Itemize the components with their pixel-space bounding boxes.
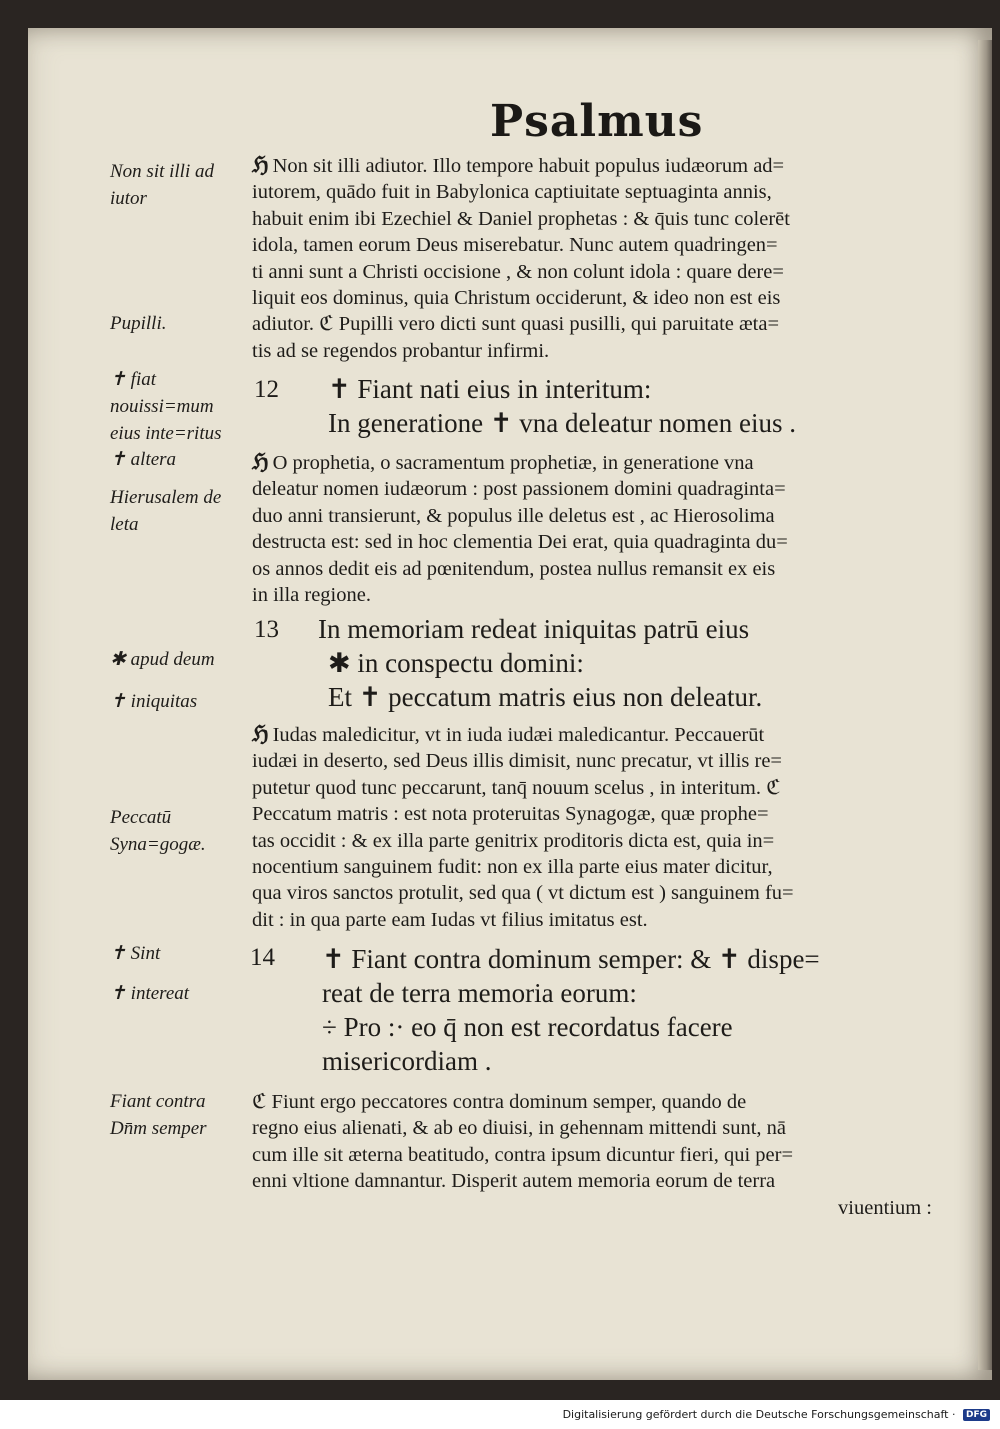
- footer-credit: [0, 1408, 990, 1424]
- margin-note: ✝ iniquitas: [110, 691, 198, 712]
- margin-note: ✝ altera: [110, 449, 177, 470]
- commentary-block: ℌ O prophetia, o sacramentum prophetiæ, in generatione vna deleatur nomen iudæorum : post passionem domini quadraginta= duo anni transierunt, & populus ille deletus est , ac Hierosolima destructa est: sed in hoc clementia Dei erat, quia quadraginta du= os annos dedit eis ad pœnitendum, postea nullus remansit ex eis in illa regione.: [252, 449, 788, 607]
- margin-note: Hierusalem de leta: [110, 487, 222, 535]
- footer-text: Digitalisierung gefördert durch die Deutsche Forschungsgemeinschaft ·: [562, 1408, 956, 1421]
- margin-note: Fiant contra Dn̄m semper: [110, 1091, 207, 1139]
- commentary-block: ℭ Fiunt ergo peccatores contra dominum semper, quando de regno eius alienati, & ab eo diuisi, in gehennam mittendi sunt, nā cum ille sit æterna beatitudo, contra ipsum dicuntur fieri, qui per= enni vltione damnantur. Disperit autem memoria eorum de terra viuentium :: [252, 1091, 932, 1219]
- commentary-block: ℌ Iudas maledicitur, vt in iuda iudæi maledicantur. Peccauerūt iudæi in deserto, sed Deus illis dimisit, nunc precatur, vt illis re= putetur quod tunc peccarunt, tanq̄ nouum scelus , in interitum. ℭ Peccatum matris : est nota proteruitas Synagogæ, quæ prophe= tas occidit : & ex illa parte genitrix proditoris dicta est, quia in= nocentium sanguinem fudit: non ex illa parte eius mater dicitur, qua viros sanctos protulit, sed qua ( vt dictum est ) sanguinem fu= dit : in qua parte eam Iudas vt filius imitatus est.: [252, 721, 794, 931]
- paragraph-mark-icon: ℌ: [252, 721, 269, 746]
- verse-text: ✝ Fiant contra dominum semper: & ✝ dispe= reat de terra memoria eorum: ÷ Pro :· eo q̄ non est recordatus facere misericordiam .: [322, 944, 820, 1076]
- verse-number: 13: [254, 616, 279, 643]
- verse-text: ✝ Fiant nati eius in interitum: In generatione ✝ vna deleatur nomen eius .: [328, 374, 796, 438]
- verse-number: 14: [250, 944, 275, 971]
- paragraph-mark-icon: ℌ: [252, 152, 269, 177]
- margin-note: Pupilli.: [110, 313, 167, 334]
- paragraph-mark-icon: ℌ: [252, 449, 269, 474]
- margin-note: ✝ intereat: [110, 983, 190, 1004]
- page-header: Psalmus: [490, 96, 704, 147]
- margin-note: ✱ apud deum: [110, 649, 215, 670]
- verse-number: 12: [254, 376, 279, 403]
- margin-note: ✝ Sint: [110, 943, 161, 964]
- margin-note: Peccatū Syna=gogæ.: [110, 807, 206, 855]
- dfg-logo-icon[interactable]: DFG: [963, 1409, 990, 1421]
- verse-text: In memoriam redeat iniquitas patrū eius ✱ in conspectu domini: Et ✝ peccatum matris eius non deleatur.: [318, 614, 763, 712]
- margin-note: Non sit illi ad iutor: [110, 161, 214, 209]
- commentary-block: ℌ Non sit illi adiutor. Illo tempore habuit populus iudæorum ad= iutorem, quādo fuit in Babylonica captiuitate septuaginta annis, habuit enim ibi Ezechiel & Daniel prophetas : & q̄uis tunc colerēt idola, tamen eorum Deus miserebatur. Nunc autem quadringen= ti anni sunt a Christi occisione , & non colunt idola : quare dere= liquit eos dominus, quia Christum occiderunt, & ideo non est eis adiutor. ℭ Pupilli vero dicti sunt quasi pusilli, qui paruitate æta= tis ad se regendos probantur infirmi.: [252, 152, 790, 362]
- page-edge: [978, 40, 992, 1370]
- margin-note: ✝ fiat nouissi=mum eius inte=ritus: [110, 369, 222, 444]
